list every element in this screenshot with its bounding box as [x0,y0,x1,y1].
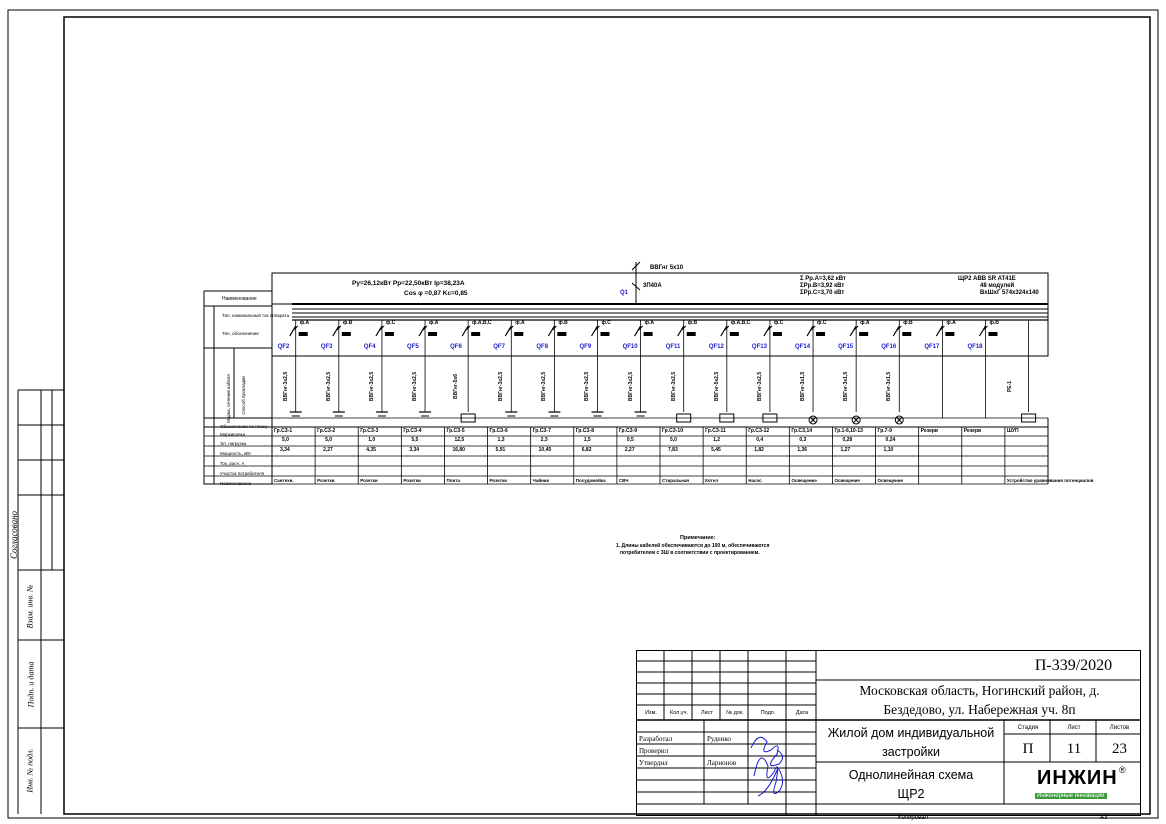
cos-summary: Cos φ =0,87 Kс=0,85 [404,290,468,297]
phase-qf10: ф.A [644,320,654,326]
power-9: 5,0 [670,437,677,443]
breaker-symbol [333,326,339,336]
cable-4: ВВГнг-5х6 [453,373,460,400]
breaker-rating-mark [816,332,825,336]
col-date: Дата [795,710,809,716]
breaker-qf7: QF7 [493,344,505,350]
person-approver: Ларионов [707,759,737,767]
breaker-rating-mark [471,332,480,336]
consumer-4: Плита [446,478,461,483]
consumer-11: Насос [748,478,762,483]
current-13: 1,27 [840,447,851,453]
consumer-1: Розетки [317,478,335,483]
title-block [636,650,1141,816]
sheet-title-2: ЩР2 [897,786,925,801]
current-1: 2,27 [323,447,333,453]
object-line-1: Жилой дом индивидуальной [827,725,995,740]
mark-17: ШУП [1006,428,1019,434]
consumer-7: Посудомойка [575,478,606,483]
consumer-3: Розетки [403,478,421,483]
breaker-symbol [807,326,813,336]
panel-size: ВхШхГ 574х324х140 [980,290,1039,296]
power-14: 0,24 [885,437,896,443]
cable-3: ВВГнг-3х2,5 [412,371,419,402]
header-cable: Марка, сечение кабеля [225,374,231,423]
power-7: 1,5 [583,437,591,443]
header-plan: Обозначение по плану [220,424,268,429]
power-13: 0,28 [842,437,853,443]
breaker-qf2: QF2 [277,344,290,350]
col-list: Лист [701,710,713,716]
col-izm: Изм. [645,710,657,716]
phase-qf7: ф.A [515,320,525,326]
phase-qf16: ф.B [903,320,913,326]
mark-3: Гр.СЗ-4 [403,428,422,434]
power-6: 2,3 [540,437,548,443]
consumer-10: Котел [705,478,719,483]
breaker-rating-mark [730,332,739,336]
breaker-symbol [721,326,727,336]
breaker-symbol [462,326,468,336]
signature-larionov [754,758,783,796]
mark-0: Гр.СЗ-1 [274,428,293,434]
role-approved: Утвердил [639,759,668,767]
cable-14: ВВГнг-3х1,5 [886,371,893,402]
phase-qf8: ф.B [558,320,568,326]
phase-qf4: ф.C [385,320,396,326]
mark-2: Гр.СЗ-3 [360,428,379,434]
cable-12: ВВГнг-3х1,5 [800,371,807,402]
power-4: 12,5 [454,437,465,443]
note-line-2: потребителем с ЗШ в соответствии с проектированием. [620,550,760,556]
breaker-rating-mark [687,332,696,336]
cable-7: ВВГнг-3х2,5 [584,371,591,402]
address-line-2: Бездедово, ул. Набережная уч. 8п [883,702,1076,717]
side-label-agreed: Согласовано [9,510,20,560]
cable-9: ВВГнг-3х2,5 [670,371,677,402]
mark-12: Гр.СЗ,14 [791,428,813,434]
current-6: 10,45 [538,447,552,453]
phase-qf12: ф.A,B,C [730,320,751,326]
cable-0: ВВГнг-3х2,5 [282,371,289,402]
power-1: 5,0 [325,437,333,443]
breaker-rating-mark [644,332,653,336]
consumer-14: Освещение [877,478,904,483]
breaker-symbol [290,326,296,336]
mark-13: Гр.1-6,10-13 [834,428,863,434]
breaker-symbol [505,326,511,336]
stage-label: Стадия [1017,724,1039,731]
format-label: А3 [1100,815,1108,821]
breaker-rating-mark [342,332,351,336]
col-kol: Кол.уч. [669,710,689,716]
breaker-symbol [635,326,641,336]
power-12: 0,3 [799,437,807,443]
mark-4: Гр.СЗ-5 [446,428,465,434]
doc-code: П-339/2020 [1034,657,1113,674]
breaker-rating-mark [600,332,609,336]
breaker-rating-mark [988,332,997,336]
current-12: 1,36 [797,447,808,453]
current-7: 6,82 [581,447,592,453]
breaker-rating-mark [514,332,523,336]
breaker-qf3: QF3 [320,344,333,350]
mark-11: Гр.СЗ-12 [748,428,770,434]
row-head-section: Участок потребителя [220,471,265,476]
mark-10: Гр.СЗ-11 [705,428,726,434]
mark-8: Гр.СЗ-9 [618,428,638,434]
address-line-1: Московская область, Ногинский район, д. [859,683,1100,698]
phase-load-a: Σ Pр.А=3,62 кВт [800,276,846,282]
role-developed: Разработал [639,735,673,743]
phase-qf2: ф.A [299,320,310,326]
consumer-6: Чайник [532,478,549,483]
breaker-qf15: QF15 [838,344,854,350]
phase-qf6: ф.A,B,C [472,320,492,326]
object-line-2: застройки [882,744,940,759]
current-11: 1,82 [754,447,764,453]
breaker-qf12: QF12 [708,344,724,350]
row-head-current: Ток, расч. А [220,461,245,466]
row-head-power: Мощность, кВт [220,451,252,456]
copied-label: Копировал [898,815,929,821]
breaker-rating-mark [859,332,868,336]
power-summary: Pу=26,12кВт Pр=22,50кВт Iр=38,23А [352,280,465,287]
breaker-qf5: QF5 [407,344,419,350]
q1-rating: 3П40А [643,283,662,289]
current-5: 5,91 [495,447,506,453]
sheets-value: 23 [1112,740,1127,757]
phase-qf5: ф.A [429,320,439,326]
current-14: 1,10 [883,447,894,453]
power-8: 0,5 [626,437,634,443]
cable-5: ВВГнг-3х2,5 [498,371,505,402]
header-name: Наименование [222,296,257,302]
phase-load-b: ΣPр.В=3,92 кВт [800,283,845,289]
breaker-qf14: QF14 [795,344,811,350]
breaker-rating-mark [557,332,566,336]
cable-13: ВВГнг-3х1,5 [843,371,850,402]
phase-qf17: ф.A [946,320,956,326]
current-3: 3,34 [409,447,420,453]
note-title: Примечание: [680,535,716,541]
breaker-symbol [376,326,382,336]
breaker-qf18: QF18 [967,344,983,350]
breaker-symbol [591,326,597,336]
breaker-symbol [764,326,770,336]
phase-qf14: ф.C [817,320,827,326]
power-10: 1,2 [713,437,721,443]
current-4: 16,80 [452,447,465,453]
consumer-12: Освещение [791,478,817,483]
mark-7: Гр.СЗ-8 [575,428,594,434]
mark-15: Резерв [920,428,938,434]
consumer-5: Розетки [489,478,507,483]
cable-17: РЕ-1 [1006,380,1013,393]
sheets-label: Листов [1109,724,1130,731]
cable-11: ВВГнг-3х2,5 [757,371,764,402]
breaker-qf4: QF4 [363,344,376,350]
power-2: 1,0 [368,437,376,443]
breaker-rating-mark [773,332,782,336]
cable-2: ВВГнг-3х2,5 [369,371,376,402]
breaker-rating-mark [902,332,911,336]
sheet-value: 11 [1066,740,1082,757]
consumer-9: Стиральная [662,478,689,483]
current-2: 4,35 [366,447,376,453]
cable-1: ВВГнг-3х2,5 [325,371,332,402]
main-cable-label: ВВГнг 5х10 [650,265,684,271]
breaker-rating-mark [299,332,308,336]
header-install: Способ прокладки [240,376,246,415]
logo-reg-mark: ® [1119,765,1126,775]
breaker-symbol [678,326,684,336]
q1-label: Q1 [620,290,629,296]
side-label-inv-orig: Инв. № подл. [25,748,35,793]
breaker-qf13: QF13 [751,344,767,350]
person-developer: Руденко [707,735,731,743]
mark-9: Гр.СЗ-10 [662,428,683,434]
breaker-symbol [850,326,856,336]
breaker-symbol [419,326,425,336]
company-logo [1007,765,1140,804]
power-3: 5,5 [411,437,419,443]
mark-5: Гр.СЗ-6 [489,428,508,434]
phase-load-c: ΣPр.С=3,70 кВт [800,290,845,296]
mark-1: Гр.СЗ-2 [317,428,336,434]
current-9: 7,83 [668,447,678,453]
breaker-symbol [893,326,899,336]
logo-wordmark: ИНЖИН [1037,767,1118,789]
logo-tagline: Инженерные инновации [1037,793,1105,799]
breaker-rating-mark [385,332,394,336]
power-5: 1,3 [497,437,505,443]
phase-qf9: ф.C [601,320,611,326]
consumer-8: СВЧ [618,478,629,483]
breaker-qf9: QF9 [579,344,592,350]
panel-model: ЩР2 ABB SR AT41E [958,276,1016,282]
side-label-replace-inv: Взам. инв. № [25,584,35,629]
power-11: 0,4 [756,437,764,443]
row-head-load: Эл. нагрузка [220,441,247,446]
phase-qf13: ф.C [773,320,784,326]
sheet-label: Лист [1067,724,1081,731]
breaker-qf11: QF11 [665,344,681,350]
phase-qf11: ф.B [687,320,698,326]
mark-14: Гр.7-9 [877,428,892,434]
header-device: Тип, номинальный ток аппарата [222,313,290,318]
breaker-symbol [979,326,985,336]
role-checked: Проверил [639,747,669,755]
mark-16: Резерв [963,428,982,434]
current-8: 2,27 [624,447,635,453]
note-line-1: 1. Длины кабелей обеспечиваются до 100 м, обеспечиваются [616,543,770,549]
breaker-qf17: QF17 [924,344,940,350]
consumer-17: Устройство уравнивания потенциалов [1006,478,1094,483]
phase-qf3: ф.B [342,320,353,326]
breaker-rating-mark [945,332,954,336]
consumer-2: Розетки [360,478,378,483]
phase-qf18: ф.B [989,320,999,326]
breaker-symbol [548,326,554,336]
mark-6: Гр.СЗ-7 [532,428,551,434]
cable-6: ВВГнг-3х2,5 [541,371,548,402]
breaker-symbol [936,326,942,336]
cable-10: ВВГнг-5х2,5 [713,371,720,402]
row-head-mark: Маркировка [220,432,246,437]
power-0: 5,0 [282,437,289,443]
sheet-title-1: Однолинейная схема [848,767,974,782]
consumer-0: Сантехн. [274,478,294,483]
signature-rudenko [751,737,783,765]
row-head-consumer: Наименование [220,481,252,486]
panel-modules: 48 модулей [980,283,1015,289]
consumer-13: Освещение [834,478,860,483]
breaker-rating-mark [428,332,437,336]
col-doc: № док. [726,710,744,716]
breaker-qf10: QF10 [622,344,638,350]
header-designation: Тип, обозначение [222,331,259,336]
breaker-qf6: QF6 [450,344,462,350]
stage-value: П [1022,740,1034,757]
phase-qf15: ф.A [860,320,870,326]
cable-8: ВВГнг-3х2,5 [627,371,634,402]
current-10: 5,45 [711,447,721,453]
breaker-qf8: QF8 [536,344,549,350]
current-0: 3,34 [280,447,290,453]
side-label-sign-date: Подп. и дата [26,661,36,708]
col-sign: Подп. [760,710,776,716]
breaker-qf16: QF16 [881,344,897,350]
